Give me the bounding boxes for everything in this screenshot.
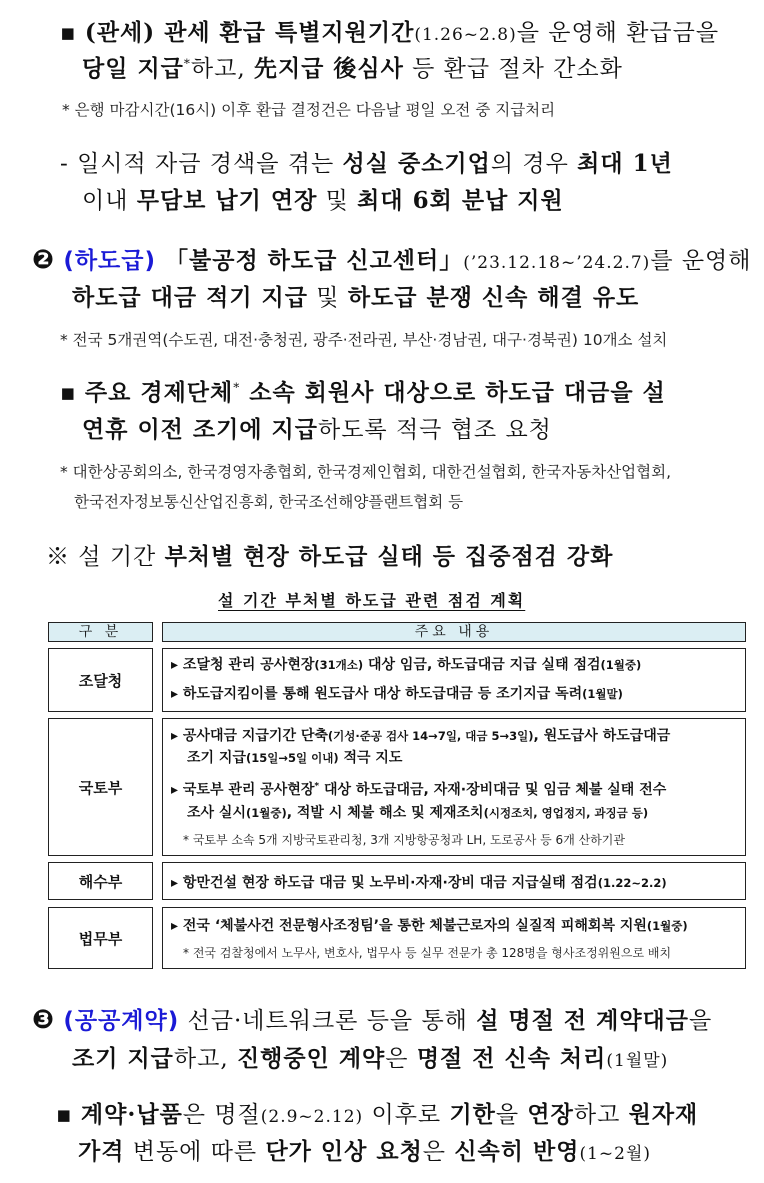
business-line-2: 연휴 이전 조기에 지급하도록 적극 협조 요청 (82, 416, 552, 443)
customs-line-1: ▪ (관세) 관세 환급 특별지원기간(1.26~2.8)을 운영해 환급금을 (60, 19, 720, 46)
pps-content: ▸ 조달청 관리 공사현장(31개소) 대상 임금, 하도급대금 지급 실태 점검(1월중) ▸ 하도급지킴이를 통해 원도급사 대상 하도급대금 등 조기지급 독려(1월말) (162, 648, 746, 712)
table-caption: 설 기간 부처별 하도급 관련 점검 계획 (218, 591, 526, 610)
footnote-associations-2: 한국전자정보통신산업진흥회, 한국조선해양플랜트협회 등 (74, 493, 464, 511)
sme-line-1: - 일시적 자금 경색을 겪는 성실 중소기업의 경우 최대 1년 (60, 150, 673, 177)
footnote-customs: * 은행 마감시간(16시) 이후 환급 결정건은 다음날 평일 오전 중 지급처리 (62, 101, 556, 119)
moj-footnote: * 전국 검찰청에서 노무사, 변호사, 법무사 등 실무 전문가 총 128명을 형사조정위원으로 배치 (183, 946, 672, 960)
agency-pps: 조달청 (48, 648, 153, 712)
delivery-line-1: ▪ 계약·납품은 명절(2.9~2.12) 이후로 기한을 연장하고 원자재 (56, 1101, 699, 1128)
agency-mof: 해수부 (48, 862, 153, 900)
public-contract-line-2: 조기 지급하고, 진행중인 계약은 명절 전 신속 처리(1월말) (72, 1045, 669, 1072)
footnote-associations-1: * 대한상공회의소, 한국경영자총협회, 한국경제인협회, 대한건설협회, 한국자동차산업협회, (60, 463, 672, 481)
sme-line-2: 이내 무담보 납기 연장 및 최대 6회 분납 지원 (82, 187, 564, 214)
subcontract-line-1: ❷ (하도급) 「불공정 하도급 신고센터」(’23.12.18~’24.2.7)를 운영해 (32, 245, 752, 275)
delivery-line-2: 가격 변동에 따른 단가 인상 요청은 신속히 반영(1~2월) (78, 1138, 652, 1165)
table-header-category: 구 분 (48, 622, 153, 642)
section-2-marker: ❷ (32, 245, 56, 275)
agency-molit: 국토부 (48, 718, 153, 856)
agency-moj: 법무부 (48, 907, 153, 969)
molit-content: ▸ 공사대금 지급기간 단축(기성·준공 검사 14→7일, 대금 5→3일), 원도급사 하도급대금 조기 지급(15일→5일 이내) 적극 지도 ▸ 국토부 관리 공사현장* 대상 하도급대금, 자재·장비대금 및 임금 체불 실태 전수 조사 실시(1월중), 적발 시 체불 해소 및 제재조치(시정조치, 영업정지, 과징금 등) * 국토부 소속 5개 지방국토관리청, 3개 지방항공청과 LH, 도로공사 등 6개 산하기관 (162, 718, 746, 856)
public-contract-line-1: ❸ (공공계약) 선금·네트워크론 등을 통해 설 명절 전 계약대금을 (32, 1005, 713, 1035)
mof-content: ▸ 항만건설 현장 하도급 대금 및 노무비·자재·장비 대금 지급실태 점검(1.22~2.2) (162, 862, 746, 900)
section-3-marker: ❸ (32, 1005, 56, 1035)
section-2-tag: (하도급) (63, 248, 157, 274)
subcontract-line-2: 하도급 대금 적기 지급 및 하도급 분쟁 신속 해결 유도 (72, 284, 640, 311)
section-3-tag: (공공계약) (63, 1008, 180, 1034)
moj-content: ▸ 전국 ‘체불사건 전문형사조정팀’을 통한 체불근로자의 실질적 피해회복 지원(1월중) * 전국 검찰청에서 노무사, 변호사, 법무사 등 실무 전문가 총 128명을 형사조정위원으로 배치 (162, 907, 746, 969)
bullet: ▪ (60, 20, 77, 46)
molit-footnote: * 국토부 소속 5개 지방국토관리청, 3개 지방항공청과 LH, 도로공사 등 6개 산하기관 (183, 833, 625, 847)
customs-line-2: 당일 지급*하고, 先지급 後심사 등 환급 절차 간소화 (82, 55, 623, 82)
business-line-1: ▪ 주요 경제단체* 소속 회원사 대상으로 하도급 대금을 설 (60, 379, 666, 406)
table-header-content: 주요 내용 (162, 622, 746, 642)
footnote-centers: * 전국 5개권역(수도권, 대전·충청권, 광주·전라권, 부산·경남권, 대구·경북권) 10개소 설치 (60, 331, 668, 349)
reference-line: ※ 설 기간 부처별 현장 하도급 실태 등 집중점검 강화 (46, 543, 614, 570)
